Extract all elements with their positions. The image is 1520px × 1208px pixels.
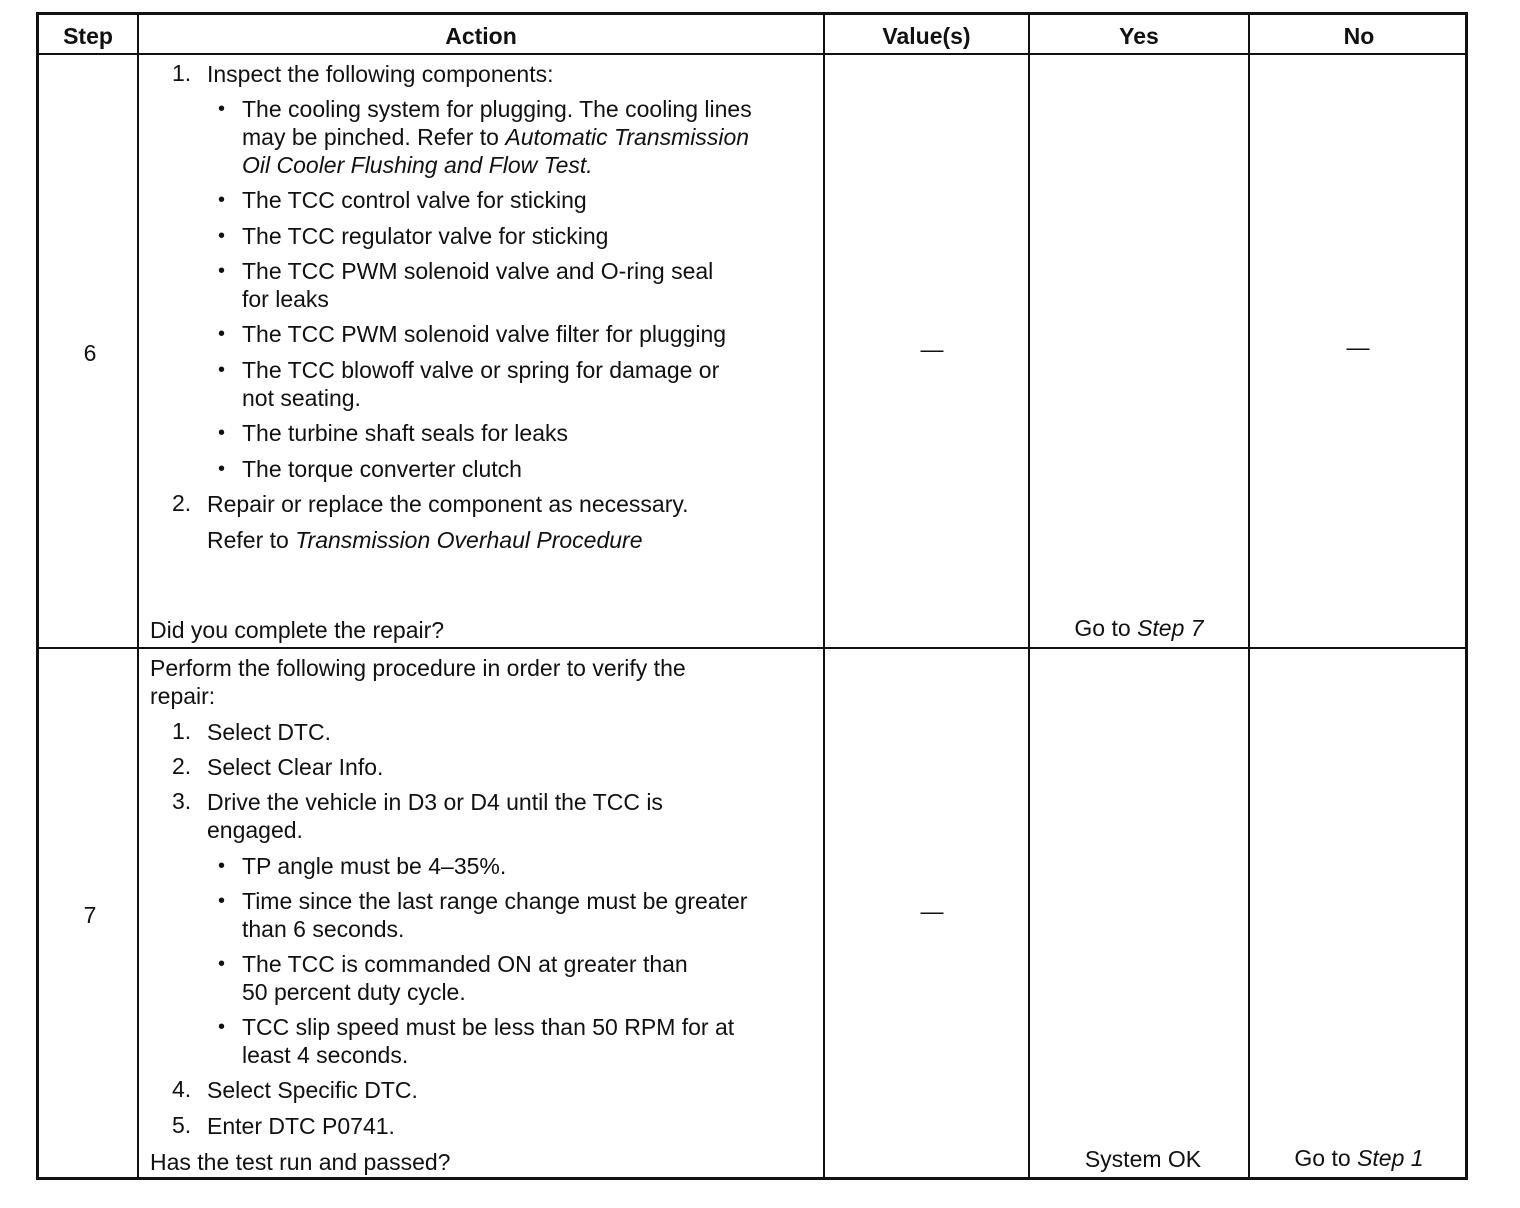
bullet-icon: • <box>218 458 226 480</box>
action-bullet: 50 percent duty cycle. <box>242 979 466 1005</box>
action-bullet: The torque converter clutch <box>242 456 522 482</box>
action-item: Drive the vehicle in D3 or D4 until the TCC is <box>207 789 663 815</box>
header-action: Action <box>445 23 517 49</box>
action-text: Refer to <box>207 527 296 553</box>
step-number: 6 <box>83 340 97 366</box>
bullet-icon: • <box>218 890 226 912</box>
action-bullet: Time since the last range change must be greater <box>242 888 748 914</box>
action-bullet: The TCC PWM solenoid valve filter for plugging <box>242 321 727 347</box>
yes-cell <box>1030 614 1248 642</box>
column-divider <box>1248 15 1250 1177</box>
bullet-icon: • <box>218 1016 226 1038</box>
bullet-icon: • <box>218 260 226 282</box>
action-item: Select DTC. <box>207 719 331 745</box>
header-yes: Yes <box>1119 23 1159 49</box>
action-bullet: The TCC PWM solenoid valve and O-ring seal <box>242 258 714 284</box>
action-item: Select Specific DTC. <box>207 1077 418 1103</box>
action-bullet <box>242 123 749 151</box>
header-values: Value(s) <box>882 23 971 49</box>
action-bullet: The TCC is commanded ON at greater than <box>242 951 688 977</box>
step-link: Step 7 <box>1137 615 1204 641</box>
list-number: 5. <box>172 1112 192 1138</box>
step-link: Step 1 <box>1357 1145 1424 1171</box>
action-text: Go to <box>1294 1145 1358 1171</box>
question: Has the test run and passed? <box>150 1149 451 1175</box>
no-cell <box>1250 1144 1468 1172</box>
action-item: Inspect the following components: <box>207 61 554 87</box>
bullet-icon: • <box>218 98 226 120</box>
action-bullet: TP angle must be 4–35%. <box>242 853 507 879</box>
action-text: Go to <box>1074 615 1138 641</box>
bullet-icon: • <box>218 855 226 877</box>
bullet-icon: • <box>218 189 226 211</box>
question: Did you complete the repair? <box>150 617 445 643</box>
value-dash: — <box>920 336 944 362</box>
list-number: 2. <box>172 753 192 779</box>
bullet-icon: • <box>218 323 226 345</box>
list-number: 1. <box>172 718 192 744</box>
cross-reference: Oil Cooler Flushing and Flow Test. <box>242 152 593 178</box>
bullet-icon: • <box>218 422 226 444</box>
action-item: Enter DTC P0741. <box>207 1113 395 1139</box>
cross-reference: Automatic Transmission <box>505 124 750 150</box>
bullet-icon: • <box>218 359 226 381</box>
action-intro: Perform the following procedure in order to verify the <box>150 655 686 681</box>
action-bullet: The TCC control valve for sticking <box>242 187 587 213</box>
action-bullet: not seating. <box>242 385 361 411</box>
list-number: 3. <box>172 788 192 814</box>
yes-cell: System OK <box>1084 1146 1202 1172</box>
header-no: No <box>1343 23 1375 49</box>
header-step: Step <box>63 23 113 49</box>
step-number: 7 <box>83 902 97 928</box>
action-item: engaged. <box>207 817 303 843</box>
action-bullet: for leaks <box>242 286 329 312</box>
action-bullet: The cooling system for plugging. The cooling lines <box>242 96 752 122</box>
row-divider <box>39 647 1465 649</box>
action-bullet: The TCC blowoff valve or spring for damage or <box>242 357 720 383</box>
list-number: 4. <box>172 1076 192 1102</box>
column-divider <box>1028 15 1030 1177</box>
column-divider <box>137 15 139 1177</box>
action-bullet: than 6 seconds. <box>242 916 405 942</box>
action-bullet: The TCC regulator valve for sticking <box>242 223 609 249</box>
action-bullet: TCC slip speed must be less than 50 RPM for at <box>242 1014 735 1040</box>
column-divider <box>823 15 825 1177</box>
cross-reference: Transmission Overhaul Procedure <box>295 527 643 553</box>
bullet-icon: • <box>218 225 226 247</box>
value-dash: — <box>920 898 944 924</box>
bullet-icon: • <box>218 953 226 975</box>
action-bullet: The turbine shaft seals for leaks <box>242 420 568 446</box>
list-number: 1. <box>172 60 192 86</box>
action-text: may be pinched. Refer to <box>242 124 506 150</box>
action-item: Select Clear Info. <box>207 754 384 780</box>
list-number: 2. <box>172 490 192 516</box>
action-intro: repair: <box>150 683 216 709</box>
no-dash: — <box>1346 334 1370 360</box>
action-bullet: least 4 seconds. <box>242 1042 409 1068</box>
action-item: Repair or replace the component as necessary. <box>207 491 689 517</box>
action-item <box>207 526 643 554</box>
